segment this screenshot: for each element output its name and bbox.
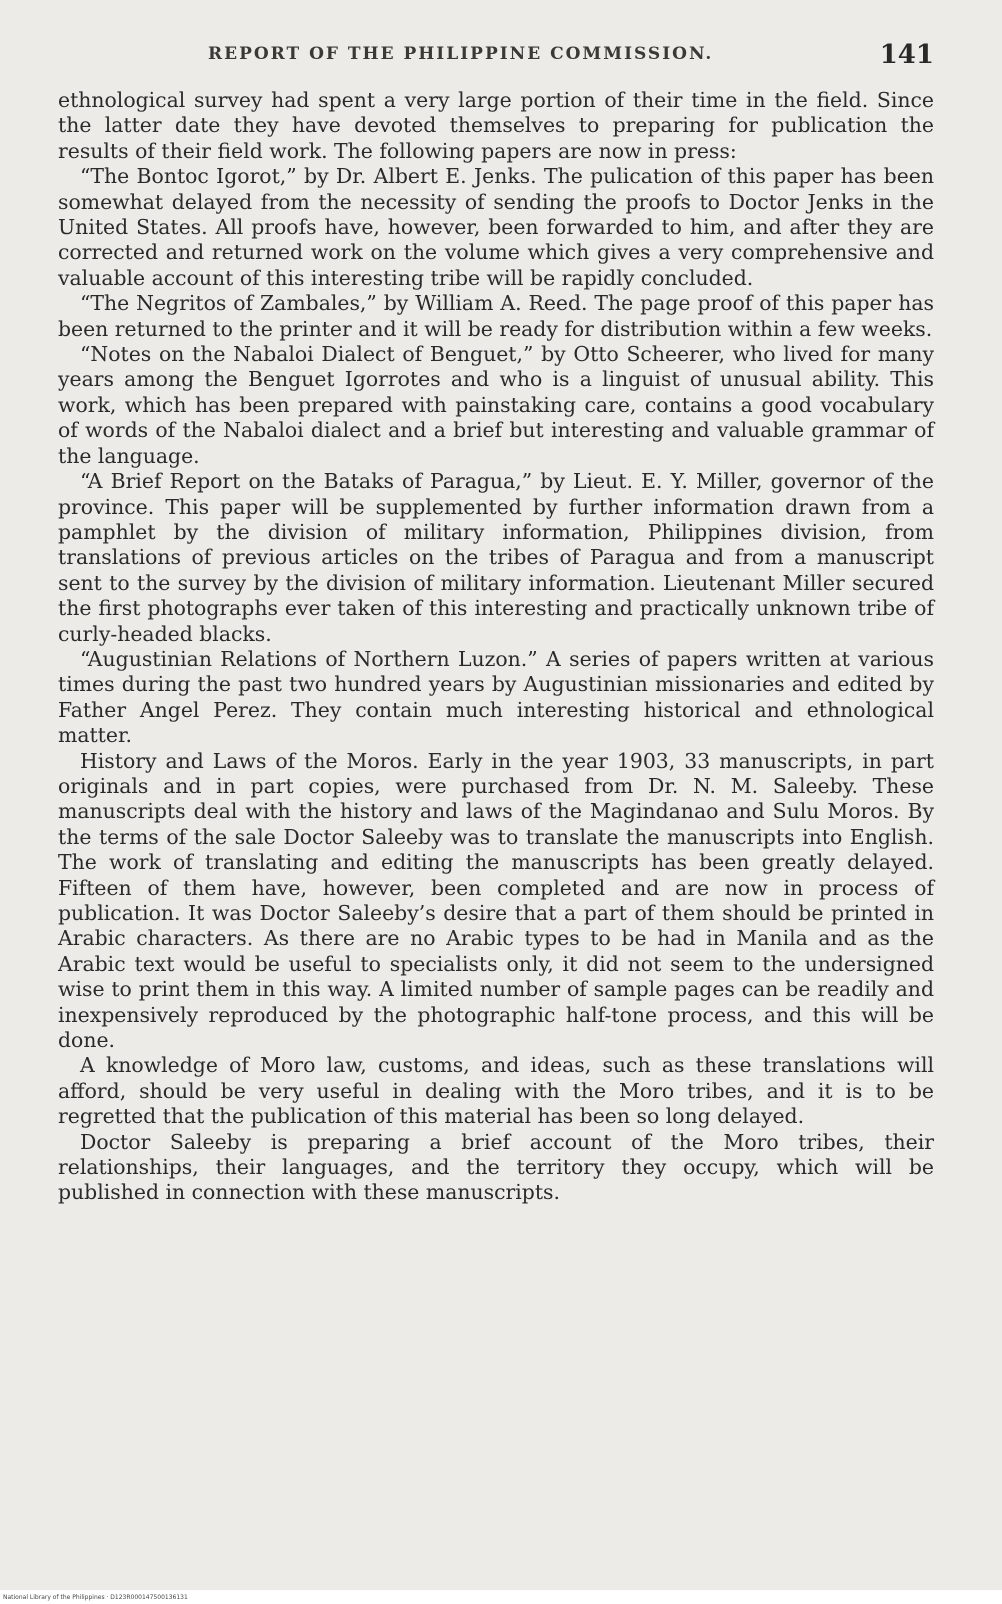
running-title: REPORT OF THE PHILIPPINE COMMISSION. — [208, 44, 714, 64]
body-text — [58, 88, 934, 1206]
paragraph-negritos: “The Negritos of Zambales,” by William A. Reed. The page proof of this paper has been returned to the printer and it will be ready for distribution within a few weeks. — [58, 291, 934, 341]
running-header — [58, 40, 934, 80]
page-number: 141 — [879, 40, 934, 70]
paragraph-continuation: ethnological survey had spent a very large portion of their time in the field. Since the latter date they have devoted themselves to preparing for publication the results of their field work. The following papers are now in press: — [58, 88, 934, 163]
paragraph-bontoc-igorot: “The Bontoc Igorot,” by Dr. Albert E. Jenks. The pulication of this paper has been somewhat delayed from the necessity of sending the proofs to Doctor Jenks in the United States. All proofs have, however, been forwarded to him, and after they are corrected and returned work on the volume which gives a very comprehensive and valuable account of this interesting tribe will be rapidly concluded. — [58, 164, 934, 290]
paragraph-nabaloi: “Notes on the Nabaloi Dialect of Benguet,” by Otto Scheerer, who lived for many years among the Benguet Igorrotes and who is a linguist of unusual ability. This work, which has been prepared with painstaking care, contains a good vocabulary of words of the Nabaloi dialect and a brief but interesting and valuable grammar of the language. — [58, 342, 934, 468]
paragraph-bataks: “A Brief Report on the Bataks of Paragua,” by Lieut. E. Y. Miller, governor of the province. This paper will be supplemented by further information drawn from a pamphlet by the division of military information, Philippines division, from translations of previous articles on the tribes of Paragua and from a manuscript sent to the survey by the division of military information. Lieutenant Miller secured the first photographs ever taken of this interesting and practically unknown tribe of curly-headed blacks. — [58, 469, 934, 646]
paragraph-moro-law: A knowledge of Moro law, customs, and ideas, such as these translations will afford, should be very useful in dealing with the Moro tribes, and it is to be regretted that the publication of this material has been so long delayed. — [58, 1053, 934, 1129]
footer-credit: National Library of the Philippines · D123R000147500136131 — [3, 1594, 188, 1601]
paragraph-moros-history: History and Laws of the Moros. Early in the year 1903, 33 manuscripts, in part originals and in part copies, were purchased from Dr. N. M. Saleeby. These manuscripts deal with the history and laws of the Magindanao and Sulu Moros. By the terms of the sale Doctor Saleeby was to translate the manuscripts into English. The work of translating and editing the manuscripts has been greatly delayed. Fifteen of them have, however, been completed and are now in process of publication. It was Doctor Saleeby’s desire that a part of them should be printed in Arabic characters. As there are no Arabic types to be had in Manila and as the Arabic text would be useful to specialists only, it did not seem to the undersigned wise to print them in this way. A limited number of sample pages can be readily and inexpensively reproduced by the photographic half-tone process, and this will be done. — [58, 748, 934, 1053]
paragraph-augustinian: “Augustinian Relations of Northern Luzon.” A series of papers written at various times during the past two hundred years by Augustinian missionaries and edited by Father Angel Perez. They contain much interesting historical and ethnological matter. — [58, 646, 934, 748]
paragraph-saleeby-account: Doctor Saleeby is preparing a brief account of the Moro tribes, their relationships, their languages, and the territory they occupy, which will be published in connection with these manuscripts. — [58, 1129, 934, 1205]
page-content — [58, 40, 934, 1206]
